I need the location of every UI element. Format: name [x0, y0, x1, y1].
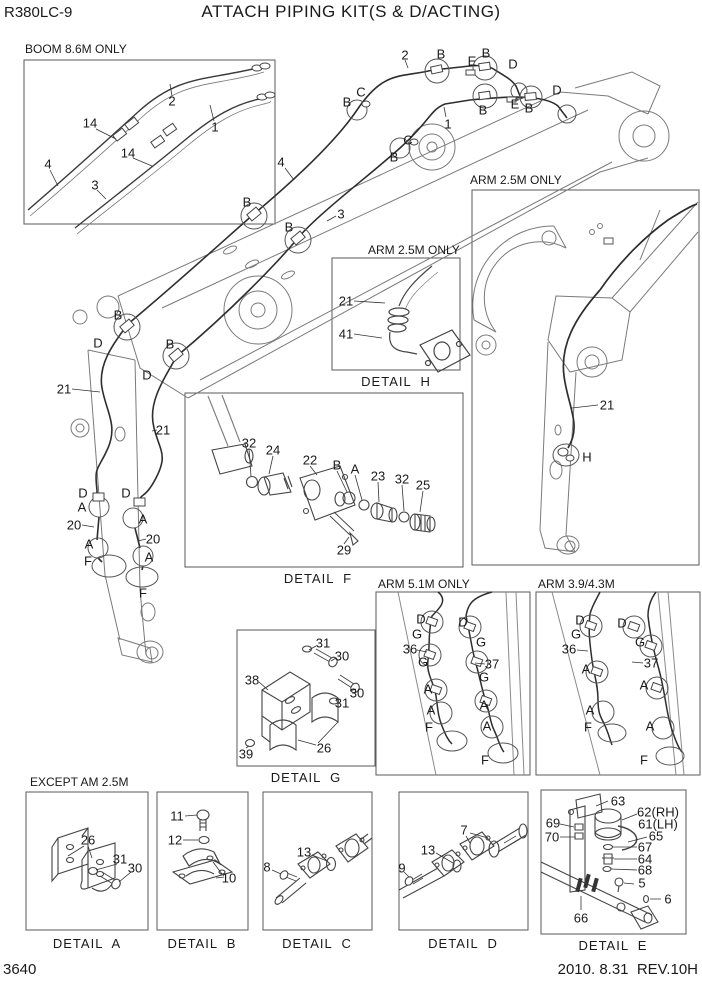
callout-main-A: A [138, 511, 148, 527]
callout-detail_a-31: 31 [112, 851, 128, 867]
callout-arm51-G: G [475, 634, 487, 650]
callout-arm51-F: F [425, 719, 433, 735]
callout-detail_e-67: 67 [637, 839, 653, 855]
callout-detail_e-64: 64 [637, 851, 653, 867]
callout-arm51-A: A [423, 681, 433, 697]
callout-arm3943-A: A [581, 661, 591, 677]
callout-detail_e-62(RH): 62(RH) [637, 804, 679, 820]
callout-detail_g-38: 38 [244, 672, 260, 688]
callout-arm51-G: G [478, 669, 490, 685]
caption-detail-g: DETAIL G [270, 770, 342, 785]
callout-detail_e-63: 63 [610, 793, 626, 809]
callout-detail_h-21: 21 [338, 293, 354, 309]
callout-detail_e-69: 69 [545, 815, 561, 831]
panel-label-arm51: ARM 5.1M ONLY [378, 577, 470, 591]
revision-date: 2010. 8.31 REV.10H [557, 961, 698, 978]
panel-label-detail-a: EXCEPT AM 2.5M [30, 775, 129, 789]
caption-detail-d: DETAIL D [428, 936, 498, 951]
callout-detail_f-22: 22 [302, 452, 318, 468]
callout-detail_a-30: 30 [127, 860, 143, 876]
callout-arm3943-G: G [570, 626, 582, 642]
callout-detail_e-68: 68 [637, 862, 653, 878]
page-number: 3640 [3, 961, 37, 978]
callout-detail_e-6: 6 [664, 891, 672, 907]
callout-detail_f-32: 32 [241, 435, 257, 451]
detail-f-art [208, 395, 435, 545]
callout-arm25_large-21: 21 [599, 397, 615, 413]
callout-main-21: 21 [155, 422, 171, 438]
callout-detail_f-23: 23 [370, 468, 386, 484]
callout-arm51-36: 36 [402, 641, 418, 657]
callout-boom86-3: 3 [91, 177, 99, 193]
callout-main-20: 20 [66, 517, 82, 533]
callout-arm3943-A: A [645, 718, 655, 734]
callout-detail_f-B: B [332, 457, 342, 473]
callout-main-B: B [113, 307, 123, 323]
callout-detail_a-26: 26 [80, 832, 96, 848]
callout-main-B: B [284, 219, 294, 235]
callout-main-B: B [165, 336, 175, 352]
callout-boom86-1: 1 [211, 119, 219, 135]
callout-arm51-A: A [482, 718, 492, 734]
callout-arm3943-36: 36 [561, 641, 577, 657]
callout-arm51-G: G [417, 654, 429, 670]
panel-label-detail-h: ARM 2.5M ONLY [368, 243, 460, 257]
callout-arm3943-A: A [585, 702, 595, 718]
callout-main-B: B [524, 100, 534, 116]
callout-detail_g-31: 31 [334, 695, 350, 711]
callout-main-A: A [144, 549, 154, 565]
callout-arm3943-F: F [584, 719, 592, 735]
callout-main-F: F [84, 553, 92, 569]
callout-detail_b-11: 11 [170, 808, 184, 824]
caption-detail-a: DETAIL A [52, 936, 122, 951]
callout-main-A: A [77, 499, 87, 515]
callout-detail_g-30: 30 [334, 648, 350, 664]
panel-label-arm3943: ARM 3.9/4.3M [538, 577, 615, 591]
callout-arm25_large-H: H [582, 449, 592, 465]
callout-arm51-37: 37 [484, 656, 500, 672]
callout-detail_f-24: 24 [265, 442, 281, 458]
callout-detail_f-32: 32 [394, 471, 410, 487]
detail-c-art [272, 834, 372, 906]
callout-arm3943-G: G [634, 634, 646, 650]
callout-main-B: B [436, 46, 446, 62]
caption-detail-h: DETAIL H [361, 374, 431, 389]
callout-detail_d-7: 7 [460, 822, 468, 838]
callout-main-C: C [356, 84, 366, 100]
caption-detail-c: DETAIL C [282, 936, 352, 951]
callout-detail_d-9: 9 [398, 860, 406, 876]
callout-detail_d-13: 13 [420, 842, 436, 858]
callout-main-C: C [403, 132, 413, 148]
callout-arm3943-F: F [640, 752, 648, 768]
callout-boom86-4: 4 [44, 156, 52, 172]
callout-main-D: D [93, 335, 103, 351]
callout-boom86-14: 14 [120, 145, 136, 161]
callout-main-20: 20 [145, 531, 161, 547]
callout-detail_c-13: 13 [296, 844, 312, 860]
callout-main-B: B [342, 94, 352, 110]
callout-boom86-14: 14 [82, 115, 98, 131]
callout-arm3943-37: 37 [643, 655, 659, 671]
callout-arm51-G: G [411, 626, 423, 642]
callout-detail_b-10: 10 [221, 870, 237, 886]
callout-main-4: 4 [277, 154, 285, 170]
callout-arm51-D: D [458, 614, 468, 630]
page-title: ATTACH PIPING KIT(S & D/ACTING) [201, 2, 501, 21]
callout-detail_f-A: A [350, 461, 360, 477]
callout-main-D: D [142, 367, 152, 383]
callout-arm3943-D: D [617, 615, 627, 631]
callout-detail_e-65: 65 [648, 828, 664, 844]
callout-main-D: D [508, 56, 518, 72]
arm25-large-art [473, 202, 698, 554]
callout-detail_c-8: 8 [263, 859, 271, 875]
callout-arm51-F: F [481, 752, 489, 768]
callout-detail_f-29: 29 [336, 542, 352, 558]
callout-main-D: D [78, 485, 88, 501]
callout-boom86-2: 2 [168, 93, 176, 109]
callout-arm3943-D: D [575, 612, 585, 628]
arm3943-fittings [575, 612, 684, 768]
callout-detail_g-30: 30 [349, 685, 365, 701]
callout-main-E: E [467, 53, 477, 69]
callout-arm51-A: A [426, 702, 436, 718]
callout-detail_g-39: 39 [238, 746, 254, 762]
boom86-art [28, 63, 275, 234]
caption-detail-f: DETAIL F [283, 571, 353, 586]
panel-label-boom86: BOOM 8.6M ONLY [25, 42, 127, 56]
callout-main-B: B [481, 45, 491, 61]
callout-arm51-A: A [479, 697, 489, 713]
callout-main-D: D [121, 485, 131, 501]
callout-main-A: A [84, 536, 94, 552]
callout-detail_g-26: 26 [316, 740, 332, 756]
callout-detail_f-25: 25 [415, 477, 431, 493]
callout-main-21: 21 [56, 381, 72, 397]
callout-main-E: E [510, 96, 520, 112]
callout-detail_h-41: 41 [338, 326, 354, 342]
detail-h-art [354, 266, 470, 372]
callout-main-B: B [242, 194, 252, 210]
callout-detail_e-5: 5 [638, 875, 646, 891]
callout-detail_e-66: 66 [573, 910, 589, 926]
callout-main-2: 2 [401, 47, 409, 63]
callout-detail_g-31: 31 [315, 635, 331, 651]
callout-detail_e-61(LH): 61(LH) [638, 816, 678, 832]
arm25-large-hose [563, 204, 697, 448]
callout-main-F: F [139, 585, 147, 601]
callout-detail_b-12: 12 [167, 832, 183, 848]
callout-detail_e-70: 70 [544, 829, 560, 845]
callout-main-1: 1 [444, 116, 452, 132]
caption-detail-e: DETAIL E [578, 938, 648, 953]
callout-arm3943-A: A [639, 677, 649, 693]
model-number: R380LC-9 [4, 4, 73, 21]
caption-detail-b: DETAIL B [167, 936, 237, 951]
callout-main-3: 3 [337, 206, 345, 222]
callout-main-B: B [389, 149, 399, 165]
main-leaders [72, 60, 446, 541]
panel-label-arm25-large: ARM 2.5M ONLY [470, 173, 562, 187]
callout-arm51-D: D [416, 611, 426, 627]
callout-main-B: B [478, 102, 488, 118]
callout-main-D: D [552, 82, 562, 98]
